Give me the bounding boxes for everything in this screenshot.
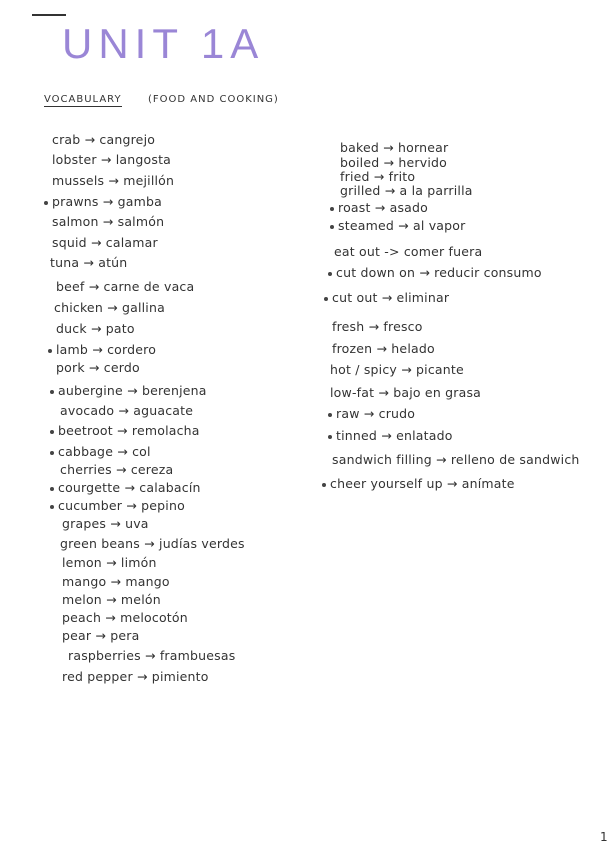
- vocabulary-entry: fried → frito: [340, 169, 416, 184]
- bullet-point: [330, 207, 334, 211]
- vocabulary-entry: cut down on → reducir consumo: [336, 265, 542, 280]
- vocabulary-entry: tinned → enlatado: [336, 428, 453, 443]
- vocabulary-entry: beetroot → remolacha: [58, 423, 200, 438]
- section-heading: VOCABULARY: [44, 94, 122, 105]
- bullet-point: [50, 430, 54, 434]
- vocabulary-entry: lemon → limón: [62, 555, 157, 570]
- vocabulary-entry: roast → asado: [338, 200, 429, 215]
- vocabulary-entry: tuna → atún: [50, 255, 128, 270]
- page-title: UNIT 1A: [62, 20, 265, 67]
- vocabulary-entry: pork → cerdo: [56, 360, 140, 375]
- vocabulary-entry: cut out → eliminar: [332, 290, 450, 305]
- vocabulary-entry: pear → pera: [62, 628, 140, 643]
- vocabulary-entry: boiled → hervido: [340, 155, 447, 170]
- vocabulary-entry: grilled → a la parrilla: [340, 183, 473, 198]
- bullet-point: [328, 272, 332, 276]
- vocabulary-entry: crab → cangrejo: [52, 132, 156, 147]
- vocabulary-entry: prawns → gamba: [52, 194, 162, 209]
- vocabulary-entry: lobster → langosta: [52, 152, 172, 167]
- vocabulary-entry: low-fat → bajo en grasa: [330, 385, 482, 400]
- vocabulary-entry: baked → hornear: [340, 140, 449, 155]
- vocabulary-entry: sandwich filling → relleno de sandwich: [332, 452, 580, 467]
- vocabulary-entry: aubergine → berenjena: [58, 383, 207, 398]
- bullet-point: [48, 349, 52, 353]
- bullet-point: [50, 390, 54, 394]
- vocabulary-entry: cherries → cereza: [60, 462, 174, 477]
- vocabulary-entry: fresh → fresco: [332, 319, 423, 334]
- bullet-point: [50, 505, 54, 509]
- vocabulary-entry: frozen → helado: [332, 341, 435, 356]
- vocabulary-entry: courgette → calabacín: [58, 480, 201, 495]
- vocabulary-entry: green beans → judías verdes: [60, 536, 245, 551]
- vocabulary-entry: beef → carne de vaca: [56, 279, 195, 294]
- section-heading-subtitle: (FOOD AND COOKING): [148, 94, 279, 105]
- vocabulary-entry: steamed → al vapor: [338, 218, 466, 233]
- vocabulary-entry: duck → pato: [56, 321, 135, 336]
- bullet-point: [50, 451, 54, 455]
- vocabulary-entry: cabbage → col: [58, 444, 151, 459]
- vocabulary-entry: salmon → salmón: [52, 214, 165, 229]
- top-divider-line: [32, 14, 66, 16]
- vocabulary-entry: peach → melocotón: [62, 610, 188, 625]
- vocabulary-entry: cheer yourself up → anímate: [330, 476, 515, 491]
- vocabulary-entry: raw → crudo: [336, 406, 416, 421]
- vocabulary-entry: mussels → mejillón: [52, 173, 175, 188]
- bullet-point: [330, 225, 334, 229]
- vocabulary-entry: red pepper → pimiento: [62, 669, 209, 684]
- vocabulary-entry: cucumber → pepino: [58, 498, 185, 513]
- vocabulary-entry: hot / spicy → picante: [330, 362, 464, 377]
- bullet-point: [322, 483, 326, 487]
- vocabulary-entry: raspberries → frambuesas: [68, 648, 236, 663]
- vocabulary-entry: eat out -> comer fuera: [334, 244, 483, 259]
- page-number: 1: [600, 830, 608, 844]
- bullet-point: [328, 413, 332, 417]
- vocabulary-entry: grapes → uva: [62, 516, 149, 531]
- bullet-point: [50, 487, 54, 491]
- bullet-point: [324, 297, 328, 301]
- vocabulary-entry: squid → calamar: [52, 235, 158, 250]
- vocabulary-entry: lamb → cordero: [56, 342, 157, 357]
- vocabulary-entry: mango → mango: [62, 574, 170, 589]
- vocabulary-entry: melon → melón: [62, 592, 161, 607]
- bullet-point: [328, 435, 332, 439]
- bullet-point: [44, 201, 48, 205]
- vocabulary-entry: chicken → gallina: [54, 300, 165, 315]
- vocabulary-entry: avocado → aguacate: [60, 403, 194, 418]
